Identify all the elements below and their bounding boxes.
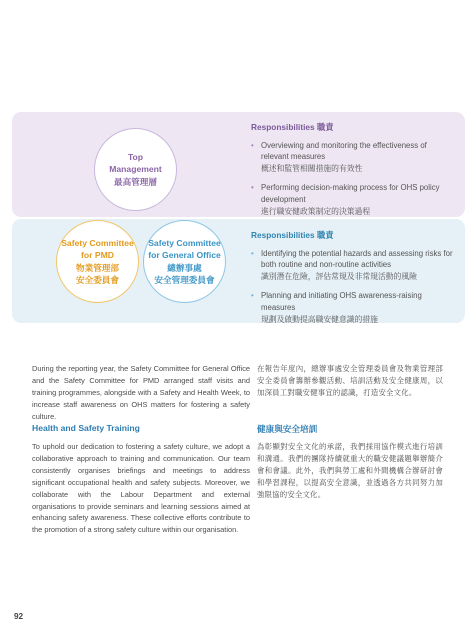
- pmd-node-zh1: 物業管理部: [76, 262, 119, 273]
- intro-paragraph-en: During the reporting year, the Safety Committee for General Office and the Safety Committee for PMD arranged staff visits and training programmes, alongside with a Safety and Health Week, to increase staff awareness on OHS matters for fostering a safety culture.: [32, 364, 250, 421]
- top-node-en1: Top: [127, 151, 144, 162]
- training-paragraph-zh: 為彰顯對安全文化的承諾，我們採用協作模式進行培訓和溝通。我們的團隊持續就重大的職安健議題舉辦簡介會和會議。此外，我們與勞工處和外間機構合辦研討會和學習課程，以提高安全意識，並透過各方共同努力加強限協的安全文化。: [257, 442, 443, 499]
- go-node-zh1: 總辦事處: [167, 262, 202, 273]
- responsibility-zh: 規劃及啟動提高職安健意識的措施: [261, 314, 378, 324]
- pmd-node-en2: for PMD: [81, 250, 114, 260]
- top-node-zh: 最高管理層: [114, 176, 157, 187]
- pmd-node-en1: Safety Committee: [61, 237, 134, 248]
- bullet-icon: •: [251, 291, 254, 301]
- responsibilities-bottom: [251, 230, 456, 333]
- top-node-en2: Management: [109, 164, 162, 175]
- responsibility-en: Overviewing and monitoring the effectiveness of relevant measures: [261, 140, 427, 162]
- go-node-en2: for General Office: [148, 250, 221, 260]
- responsibility-item: [251, 140, 456, 175]
- bullet-icon: •: [251, 140, 254, 150]
- pmd-node-zh2: 安全委員會: [76, 275, 119, 285]
- section-heading-zh: 健康與安全培訓: [257, 424, 318, 434]
- go-node-zh2: 安全管理委員會: [154, 275, 215, 285]
- responsibility-item: [251, 290, 456, 325]
- responsibility-en: Planning and initiating OHS awareness-raising measures: [261, 291, 422, 312]
- go-node-en1: Safety Committee: [148, 237, 221, 248]
- responsibilities-bottom-title: Responsibilities 職責: [251, 230, 334, 240]
- responsibility-zh: 識別潛在危險，評估常規及非常規活動的風險: [261, 271, 417, 281]
- intro-paragraph-zh: 在報告年度內，總辦事處安全管理委員會及物業管理部安全委員會籌辦參觀活動、培訓活動及安全健康周，以加深員工對職安健事宜的認識，打造安全文化。: [257, 364, 443, 397]
- responsibility-item: [251, 182, 456, 217]
- responsibilities-top: [251, 122, 456, 225]
- bullet-icon: •: [251, 248, 254, 258]
- bullet-icon: •: [251, 183, 254, 193]
- responsibility-zh: 進行職安健政策制定的決策過程: [261, 206, 371, 216]
- pmd-committee-node: [56, 220, 139, 303]
- training-paragraph-en: To uphold our dedication to fostering a safety culture, we adopt a collaborative approach to training and communication. Our team consistently organises briefings and meetings to address significant occupational health and safety subjects. Moreover, we collaborate with the Labour Department and external organisations to provide seminars and learning sessions aimed at enhancing safety awareness. These collective efforts contribute to the promotion of a strong safety culture within our organisation.: [32, 442, 250, 535]
- section-heading-en: Health and Safety Training: [32, 423, 140, 433]
- responsibility-en: Performing decision-making process for OHS policy development: [261, 183, 440, 204]
- responsibility-item: [251, 248, 456, 283]
- responsibility-zh: 概述和監管相關措施的有效性: [261, 163, 363, 173]
- responsibility-en: Identifying the potential hazards and assessing risks for both routine and non-routine activities: [261, 248, 453, 270]
- responsibilities-top-title: Responsibilities 職責: [251, 122, 334, 132]
- top-management-node: [94, 128, 177, 211]
- general-office-committee-node: [143, 220, 226, 303]
- page-number: 92: [14, 612, 24, 621]
